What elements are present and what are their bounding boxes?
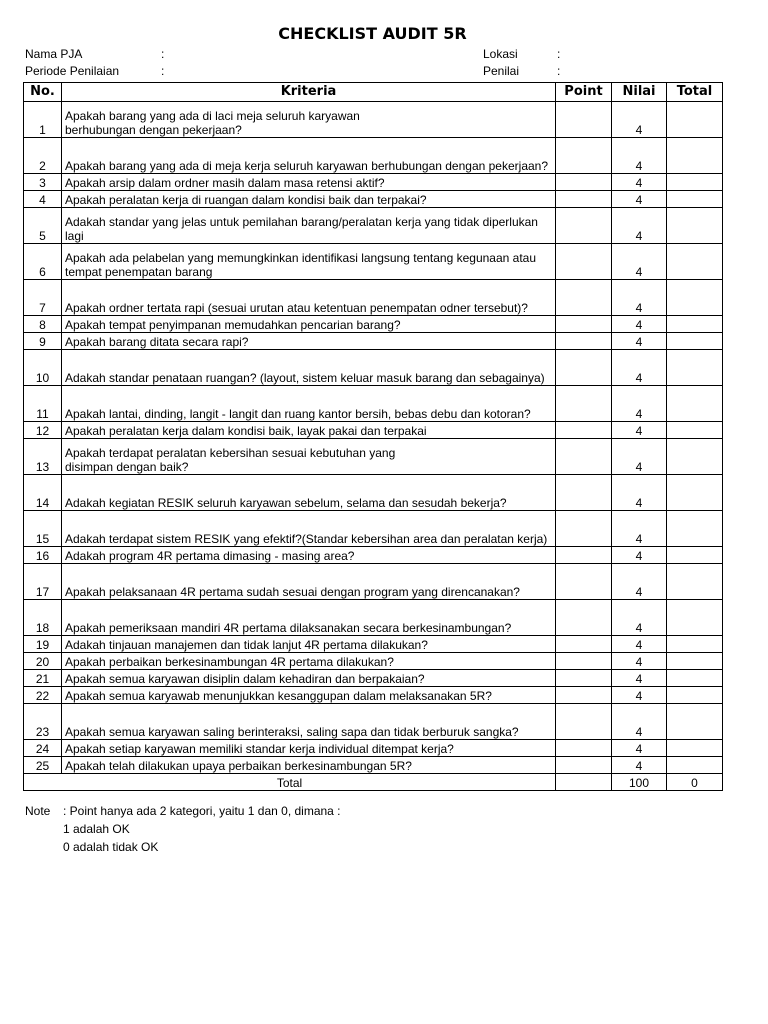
table-row (24, 740, 723, 757)
table-row (24, 511, 723, 547)
row-nilai: 4 (612, 600, 667, 636)
row-nilai: 4 (612, 670, 667, 687)
total-nilai: 100 (612, 774, 667, 791)
row-kriteria: Apakah peralatan kerja dalam kondisi baik, layak pakai dan terpakai (62, 422, 556, 439)
header-total: Total (667, 83, 723, 102)
row-number: 21 (24, 670, 62, 687)
row-number: 22 (24, 687, 62, 704)
row-total-cell[interactable] (667, 704, 723, 740)
row-kriteria: Apakah ada pelabelan yang memungkinkan identifikasi langsung tentang kegunaan atau tempat penempatan barang (62, 244, 556, 280)
row-nilai: 4 (612, 102, 667, 138)
table-row (24, 600, 723, 636)
row-total-cell[interactable] (667, 191, 723, 208)
row-kriteria: Apakah pelaksanaan 4R pertama sudah sesuai dengan program yang direncanakan? (62, 564, 556, 600)
penilai-label: Penilai (483, 64, 520, 78)
table-row (24, 191, 723, 208)
nama-pja-label: Nama PJA (25, 47, 83, 61)
header-no: No. (24, 83, 62, 102)
row-number: 23 (24, 704, 62, 740)
row-kriteria: Apakah pemeriksaan mandiri 4R pertama dilaksanakan secara berkesinambungan? (62, 600, 556, 636)
row-point-cell[interactable] (556, 653, 612, 670)
row-number: 17 (24, 564, 62, 600)
row-number: 18 (24, 600, 62, 636)
row-total-cell[interactable] (667, 757, 723, 774)
table-row (24, 687, 723, 704)
row-total-cell[interactable] (667, 653, 723, 670)
row-number: 7 (24, 280, 62, 316)
total-label: Total (24, 774, 556, 791)
table-row (24, 636, 723, 653)
row-kriteria: Apakah ordner tertata rapi (sesuai urutan atau ketentuan penempatan odner tersebut)? (62, 280, 556, 316)
row-point-cell[interactable] (556, 316, 612, 333)
row-number: 5 (24, 208, 62, 244)
row-point-cell[interactable] (556, 333, 612, 350)
row-point-cell[interactable] (556, 757, 612, 774)
row-kriteria: Apakah barang ditata secara rapi? (62, 333, 556, 350)
row-total-cell[interactable] (667, 636, 723, 653)
row-total-cell[interactable] (667, 670, 723, 687)
row-kriteria: Apakah tempat penyimpanan memudahkan pencarian barang? (62, 316, 556, 333)
table-row (24, 138, 723, 174)
row-kriteria: Apakah lantai, dinding, langit - langit dan ruang kantor bersih, bebas debu dan kotoran? (62, 386, 556, 422)
table-row (24, 174, 723, 191)
row-kriteria: Apakah setiap karyawan memiliki standar kerja individual ditempat kerja? (62, 740, 556, 757)
note-line-3: 0 adalah tidak OK (63, 840, 159, 854)
row-point-cell[interactable] (556, 191, 612, 208)
table-row (24, 422, 723, 439)
row-number: 25 (24, 757, 62, 774)
row-kriteria: Apakah terdapat peralatan kebersihan sesuai kebutuhan yang disimpan dengan baik? (62, 439, 556, 475)
note-line-2: 1 adalah OK (63, 822, 130, 836)
row-nilai: 4 (612, 422, 667, 439)
row-kriteria: Apakah semua karyawan saling berinteraksi, saling sapa dan tidak berburuk sangka? (62, 704, 556, 740)
table-row (24, 757, 723, 774)
row-total-cell[interactable] (667, 386, 723, 422)
row-kriteria: Apakah peralatan kerja di ruangan dalam kondisi baik dan terpakai? (62, 191, 556, 208)
row-kriteria: Adakah tinjauan manajemen dan tidak lanjut 4R pertama dilakukan? (62, 636, 556, 653)
total-row (24, 774, 723, 791)
table-row (24, 475, 723, 511)
row-point-cell[interactable] (556, 102, 612, 138)
note-label: Note (25, 804, 51, 818)
row-nilai: 4 (612, 740, 667, 757)
row-nilai: 4 (612, 333, 667, 350)
row-point-cell[interactable] (556, 174, 612, 191)
table-row (24, 670, 723, 687)
row-nilai: 4 (612, 138, 667, 174)
row-total-cell[interactable] (667, 687, 723, 704)
total-total: 0 (667, 774, 723, 791)
row-total-cell[interactable] (667, 174, 723, 191)
row-nilai: 4 (612, 475, 667, 511)
row-number: 19 (24, 636, 62, 653)
table-row (24, 316, 723, 333)
row-total-cell[interactable] (667, 280, 723, 316)
row-kriteria: Apakah telah dilakukan upaya perbaikan berkesinambungan 5R? (62, 757, 556, 774)
row-nilai: 4 (612, 547, 667, 564)
row-number: 13 (24, 439, 62, 475)
periode-label: Periode Penilaian (25, 64, 120, 78)
row-total-cell[interactable] (667, 422, 723, 439)
row-point-cell[interactable] (556, 511, 612, 547)
row-nilai: 4 (612, 191, 667, 208)
row-total-cell[interactable] (667, 244, 723, 280)
row-total-cell[interactable] (667, 511, 723, 547)
table-row (24, 102, 723, 138)
header-point: Point (556, 83, 612, 102)
table-row (24, 208, 723, 244)
table-header-row (24, 83, 723, 102)
row-number: 1 (24, 102, 62, 138)
row-kriteria: Adakah kegiatan RESIK seluruh karyawan sebelum, selama dan sesudah bekerja? (62, 475, 556, 511)
row-number: 4 (24, 191, 62, 208)
header-nilai: Nilai (612, 83, 667, 102)
row-nilai: 4 (612, 636, 667, 653)
row-point-cell[interactable] (556, 208, 612, 244)
row-number: 10 (24, 350, 62, 386)
table-row (24, 350, 723, 386)
row-number: 9 (24, 333, 62, 350)
row-number: 8 (24, 316, 62, 333)
row-number: 3 (24, 174, 62, 191)
row-kriteria: Adakah terdapat sistem RESIK yang efektif?(Standar kebersihan area dan peralatan kerja) (62, 511, 556, 547)
row-kriteria: Apakah semua karyawan disiplin dalam kehadiran dan berpakaian? (62, 670, 556, 687)
table-body (24, 102, 723, 774)
row-point-cell[interactable] (556, 704, 612, 740)
table-row (24, 280, 723, 316)
row-total-cell[interactable] (667, 350, 723, 386)
row-kriteria: Apakah perbaikan berkesinambungan 4R pertama dilakukan? (62, 653, 556, 670)
row-number: 11 (24, 386, 62, 422)
row-number: 24 (24, 740, 62, 757)
header-meta (25, 46, 745, 82)
row-point-cell[interactable] (556, 636, 612, 653)
table-row (24, 333, 723, 350)
row-total-cell[interactable] (667, 547, 723, 564)
row-number: 14 (24, 475, 62, 511)
table-row (24, 244, 723, 280)
row-point-cell[interactable] (556, 350, 612, 386)
row-nilai: 4 (612, 208, 667, 244)
row-number: 12 (24, 422, 62, 439)
row-nilai: 4 (612, 280, 667, 316)
row-point-cell[interactable] (556, 422, 612, 439)
row-nilai: 4 (612, 244, 667, 280)
row-total-cell[interactable] (667, 316, 723, 333)
row-nilai: 4 (612, 704, 667, 740)
row-point-cell[interactable] (556, 740, 612, 757)
row-point-cell[interactable] (556, 670, 612, 687)
row-nilai: 4 (612, 316, 667, 333)
row-kriteria: Apakah barang yang ada di laci meja seluruh karyawan berhubungan dengan pekerjaan? (62, 102, 556, 138)
header-kriteria: Kriteria (62, 83, 556, 102)
table-row (24, 653, 723, 670)
row-point-cell[interactable] (556, 244, 612, 280)
row-kriteria: Apakah barang yang ada di meja kerja seluruh karyawan berhubungan dengan pekerjaan? (62, 138, 556, 174)
row-point-cell[interactable] (556, 475, 612, 511)
page-title: CHECKLIST AUDIT 5R (278, 24, 467, 43)
lokasi-label: Lokasi (483, 47, 518, 61)
row-nilai: 4 (612, 174, 667, 191)
table-row (24, 439, 723, 475)
row-point-cell[interactable] (556, 439, 612, 475)
row-number: 20 (24, 653, 62, 670)
row-total-cell[interactable] (667, 439, 723, 475)
nama-pja-colon: : (161, 47, 165, 61)
row-total-cell[interactable] (667, 333, 723, 350)
note-line-1: : Point hanya ada 2 kategori, yaitu 1 dan 0, dimana : (63, 804, 341, 818)
row-point-cell[interactable] (556, 687, 612, 704)
row-total-cell[interactable] (667, 138, 723, 174)
row-point-cell[interactable] (556, 547, 612, 564)
row-nilai: 4 (612, 564, 667, 600)
row-kriteria: Apakah arsip dalam ordner masih dalam masa retensi aktif? (62, 174, 556, 191)
row-number: 15 (24, 511, 62, 547)
row-nilai: 4 (612, 511, 667, 547)
row-point-cell[interactable] (556, 280, 612, 316)
table-row (24, 564, 723, 600)
row-total-cell[interactable] (667, 600, 723, 636)
row-total-cell[interactable] (667, 475, 723, 511)
row-nilai: 4 (612, 439, 667, 475)
row-number: 2 (24, 138, 62, 174)
row-nilai: 4 (612, 687, 667, 704)
row-point-cell[interactable] (556, 564, 612, 600)
penilai-colon: : (557, 64, 561, 78)
row-point-cell[interactable] (556, 386, 612, 422)
table-row (24, 547, 723, 564)
periode-colon: : (161, 64, 165, 78)
audit-checklist-table (23, 82, 723, 791)
row-point-cell[interactable] (556, 138, 612, 174)
table-row (24, 386, 723, 422)
row-kriteria: Adakah standar penataan ruangan? (layout, sistem keluar masuk barang dan sebagainya) (62, 350, 556, 386)
table-row (24, 704, 723, 740)
row-number: 6 (24, 244, 62, 280)
row-nilai: 4 (612, 350, 667, 386)
row-total-cell[interactable] (667, 740, 723, 757)
row-total-cell[interactable] (667, 208, 723, 244)
row-kriteria: Adakah standar yang jelas untuk pemilahan barang/peralatan kerja yang tidak diperlukan lagi (62, 208, 556, 244)
lokasi-colon: : (557, 47, 561, 61)
row-nilai: 4 (612, 757, 667, 774)
total-point-cell[interactable] (556, 774, 612, 791)
row-nilai: 4 (612, 386, 667, 422)
row-kriteria: Apakah semua karyawab menunjukkan kesanggupan dalam melaksanakan 5R? (62, 687, 556, 704)
row-point-cell[interactable] (556, 600, 612, 636)
row-total-cell[interactable] (667, 564, 723, 600)
row-number: 16 (24, 547, 62, 564)
row-total-cell[interactable] (667, 102, 723, 138)
row-kriteria: Adakah program 4R pertama dimasing - masing area? (62, 547, 556, 564)
row-nilai: 4 (612, 653, 667, 670)
